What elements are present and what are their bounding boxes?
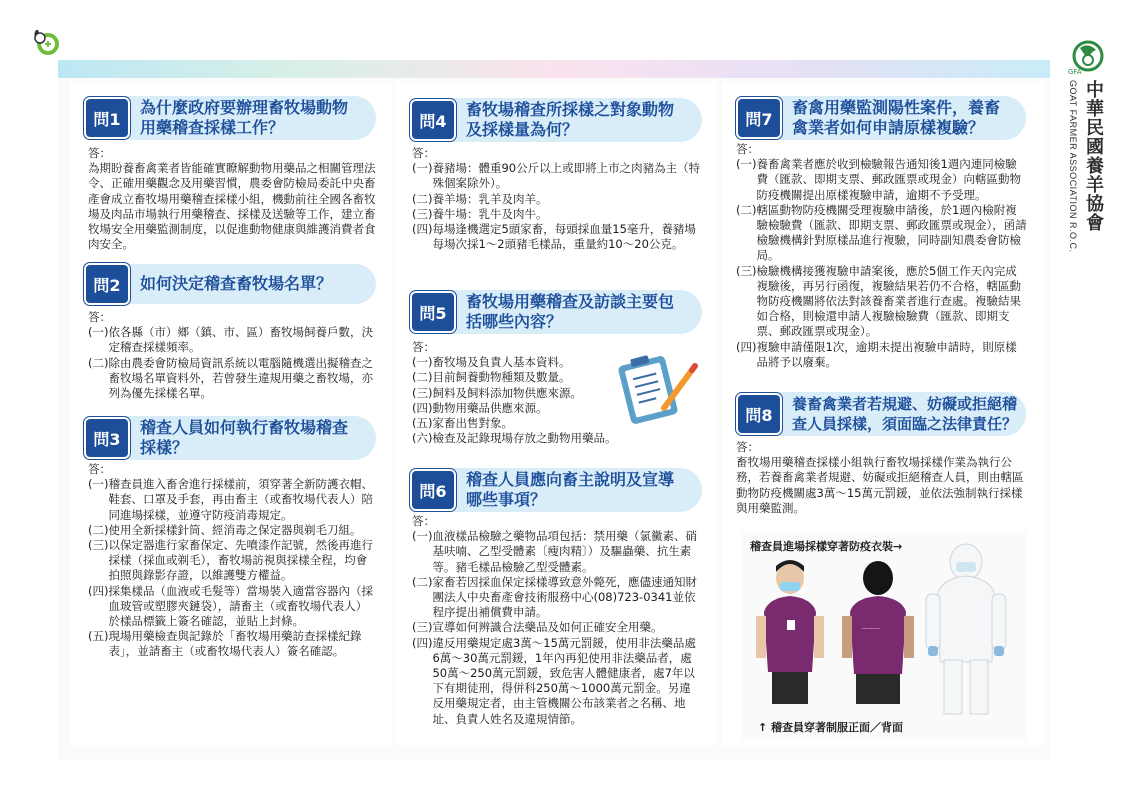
association-name-zh: 中華民國養羊協會 [1083, 80, 1104, 232]
item-number: (一) [736, 157, 757, 172]
item-number: (三) [736, 263, 757, 278]
photo-caption-top: 稽查員進場採樣穿著防疫衣裝→ [750, 540, 903, 553]
answer-2 [88, 310, 378, 401]
item-text: 養豬場：體重90公斤以上或即將上市之肉豬為主（特殊個案除外）。 [432, 161, 701, 191]
inspector-front-figure [756, 560, 824, 704]
item-text: 轄區動物防疫機關受理複驗申請後，於1週內檢附複驗檢驗費（匯款、即期支票、郵政匯票或現金），函請檢驗機構針對原樣品進行複驗，同時副知農委會防檢局。 [756, 202, 1027, 263]
question-4-header [410, 98, 702, 142]
question-title-line-2: 括哪些內容？ [466, 312, 563, 331]
answer-label: 答： [412, 514, 435, 528]
question-title-line-1: 畜牧場稽查所採樣之對象動物 [466, 100, 675, 119]
question-title-line-2: 禽業者如何申請原樣複驗？ [792, 118, 985, 137]
answer-1 [88, 146, 378, 252]
item-number: (三) [412, 620, 433, 635]
item-text: 家畜若因採血保定採樣導致意外斃死，應儘速通知財團法人中央畜產會技術服務中心(08)723-0341並依程序提出補償費申請。 [432, 574, 697, 620]
item-number: (二) [88, 522, 109, 537]
item-number: (三) [88, 538, 109, 553]
answer-item [412, 636, 702, 727]
answer-item [412, 207, 702, 222]
item-number: (一) [88, 477, 109, 492]
question-3-header [84, 416, 376, 460]
answer-item [412, 222, 702, 252]
item-number: (二) [412, 574, 433, 589]
item-number: (三) [412, 206, 433, 221]
item-text: 養牛場：乳牛及肉牛。 [432, 206, 548, 221]
answer-item [412, 355, 622, 370]
question-5-header [410, 290, 702, 334]
question-title [140, 98, 348, 138]
answer-item [88, 356, 378, 402]
item-number: (四) [412, 222, 433, 237]
item-number: (三) [412, 385, 433, 400]
question-badge: 問5 [410, 291, 456, 333]
question-title [140, 418, 348, 458]
answer-item [412, 416, 622, 431]
answer-item [88, 538, 378, 584]
question-badge: 問3 [84, 417, 130, 459]
answer-item [412, 370, 622, 385]
question-badge: 問4 [410, 99, 456, 141]
answer-item [88, 629, 378, 659]
item-text: 宣導如何辨識合法藥品及如何正確安全用藥。 [432, 620, 663, 635]
answer-item [736, 264, 1028, 340]
answer-item [88, 325, 378, 355]
question-title-line-1: 稽查人員應向畜主說明及宣導 [466, 470, 675, 489]
item-text: 家畜出售對象。 [432, 416, 513, 431]
item-number: (四) [412, 635, 433, 650]
question-title [466, 100, 674, 140]
item-number: (二) [412, 191, 433, 206]
inspector-photos [742, 532, 1026, 740]
item-number: (二) [412, 370, 433, 385]
answer-paragraph: 為期盼養畜禽業者皆能確實瞭解動物用藥品之相關管理法令、正確用藥觀念及用藥習慣，農委會防檢局委託中央畜產會成立畜牧場用藥稽查採樣小組，機動前往全國各畜牧場及肉品市場執行用藥稽查、採樣及送驗等工作，建立畜牧場安全用藥監測制度，以促進動物健康與維護消費者食肉安全。 [88, 161, 376, 252]
question-7-header [736, 96, 1026, 140]
answer-label: 答： [736, 440, 759, 454]
answer-4 [412, 146, 702, 252]
answer-item [412, 575, 702, 621]
question-title-line-2: 用藥稽查採樣工作？ [140, 118, 285, 137]
small-logo-icon [28, 24, 62, 58]
answer-item [412, 529, 702, 575]
question-badge: 問6 [410, 469, 456, 511]
item-text: 現場用藥檢查與記錄於「畜牧場用藥訪查採樣紀錄表」，並請畜主（或畜牧場代表人）簽名確認。 [108, 629, 362, 659]
answer-8 [736, 440, 1028, 516]
answer-7 [736, 142, 1028, 370]
answer-item [88, 523, 378, 538]
item-text: 複驗申請僅限1次，逾期未提出複驗申請時，則原樣品將予以廢棄。 [756, 339, 1017, 369]
question-1-header [84, 96, 376, 140]
item-text: 飼料及飼料添加物供應來源。 [432, 385, 582, 400]
item-text: 血液樣品檢驗之藥物品項包括：禁用藥（氯黴素、硝基呋喃、乙型受體素〔瘦肉精〕）及驅蟲藥、抗生素等。豬毛樣品檢驗乙型受體素。 [432, 529, 697, 574]
answer-6 [412, 514, 702, 727]
rainbow-header-strip [58, 60, 1050, 78]
item-text: 以保定器進行家畜保定、先噴漆作記號，然後再進行採樣（採血或剃毛），畜牧場訪視與採樣全程，均會拍照與錄影存證，以維護雙方權益。 [108, 538, 373, 583]
question-badge: 問8 [736, 393, 782, 435]
question-title [140, 274, 332, 294]
answer-item [412, 620, 702, 635]
inspector-back-figure [842, 561, 914, 704]
answer-item [412, 192, 702, 207]
item-number: (二) [736, 202, 757, 217]
question-title-line-2: 查人員採樣，須面臨之法律責任？ [792, 415, 1018, 433]
inspector-protective-suit-figure [926, 544, 1006, 714]
answer-item [412, 386, 622, 401]
answer-3 [88, 462, 378, 660]
question-2-header [84, 264, 376, 304]
answer-label: 答： [88, 462, 111, 476]
association-logo-icon [1066, 36, 1106, 76]
answer-item [736, 203, 1028, 264]
association-name-vertical [1066, 80, 1106, 260]
answer-item [412, 431, 702, 446]
item-text: 養畜禽業者應於收到檢驗報告通知後1週內連同檢驗費（匯款、即期支票、郵政匯票或現金）向轄區動物防疫機關提出原樣複驗申請，逾期不予受理。 [756, 157, 1021, 202]
item-number: (五) [412, 416, 433, 431]
item-number: (一) [412, 161, 433, 176]
item-text: 養羊場：乳羊及肉羊。 [432, 191, 548, 206]
item-number: (二) [88, 355, 109, 370]
answer-item [88, 477, 378, 523]
item-text: 採集樣品（血液或毛髮等）當場裝入適當容器內（採血玻管或塑膠夾鏈袋），請畜主（或畜牧場代表人）於樣品標籤上簽名確認，並貼上封條。 [108, 583, 373, 629]
photo-caption-bottom: ↑ 稽查員穿著制服正面／背面 [758, 721, 904, 734]
item-text: 稽查員進入畜舍進行採樣前，須穿著全新防護衣帽、鞋套、口罩及手套，再由畜主（或畜牧場代表人）陪同進場採樣，並遵守防疫消毒規定。 [108, 477, 373, 522]
question-title [466, 292, 674, 332]
item-text: 除由農委會防檢局資訊系統以電腦隨機選出擬稽查之畜牧場名單資料外，若曾發生違規用藥之畜牧場，亦列為優先採樣名單。 [108, 355, 373, 401]
item-number: (五) [88, 629, 109, 644]
answer-item [736, 157, 1028, 203]
answer-item [736, 340, 1028, 370]
item-number: (四) [736, 339, 757, 354]
item-number: (四) [412, 400, 433, 415]
svg-text:———: ——— [862, 625, 880, 632]
clipboard-checklist-icon [618, 350, 698, 426]
item-text: 違反用藥規定處3萬～15萬元罰鍰，使用非法藥品處6萬～30萬元罰鍰，1年內再犯使用非法藥品者，處50萬～250萬元罰鍰，致危害人體健康者，處7年以下有期徒刑，得併科250萬～1000萬元罰金。另違反用藥規定者，由主管機關公布該業者之名稱、地址、負責人姓名及違規情節。 [432, 635, 696, 726]
question-title-line-2: 採樣？ [140, 438, 189, 457]
item-text: 檢驗機構接獲複驗申請案後，應於5個工作天內完成複驗後，再另行函復，複驗結果若仍不合格，轄區動物防疫機關將依法對該養畜業者進行查處。複驗結果如合格，則檢還申請人複驗檢驗費（匯款、即期支票、郵政匯票或現金）。 [756, 263, 1021, 339]
svg-text:GFA: GFA [1068, 68, 1082, 76]
item-text: 動物用藥品供應來源。 [432, 400, 548, 415]
answer-label: 答： [412, 340, 435, 354]
item-number: (一) [88, 325, 109, 340]
item-number: (六) [412, 431, 433, 446]
answer-paragraph: 畜牧場用藥稽查採樣小組執行畜牧場採樣作業為執行公務，若養畜禽業者規避、妨礙或拒絕稽查人員，則由轄區動物防疫機關處3萬～15萬元罰鍰，並依法強制執行採樣與用藥監測。 [736, 455, 1024, 515]
question-badge: 問2 [84, 263, 130, 305]
item-number: (一) [412, 529, 433, 544]
item-text: 目前飼養動物種類及數量。 [432, 370, 571, 385]
question-8-header [736, 392, 1026, 436]
inspector-uniform-photo [742, 532, 1026, 740]
item-number: (四) [88, 583, 109, 598]
answer-item [412, 401, 622, 416]
question-title-line-1: 為什麼政府要辦理畜牧場動物 [140, 98, 349, 117]
answer-item [412, 161, 702, 191]
question-title-line-1: 稽查人員如何執行畜牧場稽查 [140, 418, 349, 437]
item-number: (一) [412, 355, 433, 370]
question-title-line-2: 及採樣量為何？ [466, 120, 579, 139]
question-title [792, 98, 1000, 138]
item-text: 畜牧場及負責人基本資料。 [432, 355, 571, 370]
item-text: 檢查及記錄現場存放之動物用藥品。 [432, 431, 617, 446]
question-title-line-1: 畜禽用藥監測陽性案件，養畜 [792, 98, 1001, 117]
question-title [466, 470, 674, 510]
question-title [792, 394, 1017, 434]
answer-label: 答： [88, 146, 111, 160]
answer-label: 答： [412, 146, 435, 160]
item-text: 使用全新採樣針筒、經消毒之保定器與剃毛刀組。 [108, 522, 362, 537]
answer-label: 答： [736, 142, 759, 156]
question-badge: 問1 [84, 97, 130, 139]
answer-5 [412, 340, 622, 446]
question-title-line-1: 養畜禽業者若規避、妨礙或拒絕稽 [792, 395, 1018, 413]
answer-label: 答： [88, 310, 111, 324]
question-badge: 問7 [736, 97, 782, 139]
association-name-en: GOAT FARMER ASSOCIATION R.O.C. [1068, 80, 1078, 253]
question-title-line-1: 畜牧場用藥稽查及訪談主要包 [466, 292, 675, 311]
item-text: 每場逢機選定5頭家畜，每頭採血量15毫升，養豬場每場次採1～2頭豬毛樣品，重量約10～20公克。 [432, 222, 696, 252]
question-title-line-1: 如何決定稽查畜牧場名單？ [140, 274, 333, 293]
question-title-line-2: 哪些事項？ [466, 490, 547, 509]
answer-item [88, 584, 378, 630]
question-6-header [410, 468, 702, 512]
item-text: 依各縣（市）鄉（鎮、市、區）畜牧場飼養戶數，決定稽查採樣頻率。 [108, 325, 373, 355]
